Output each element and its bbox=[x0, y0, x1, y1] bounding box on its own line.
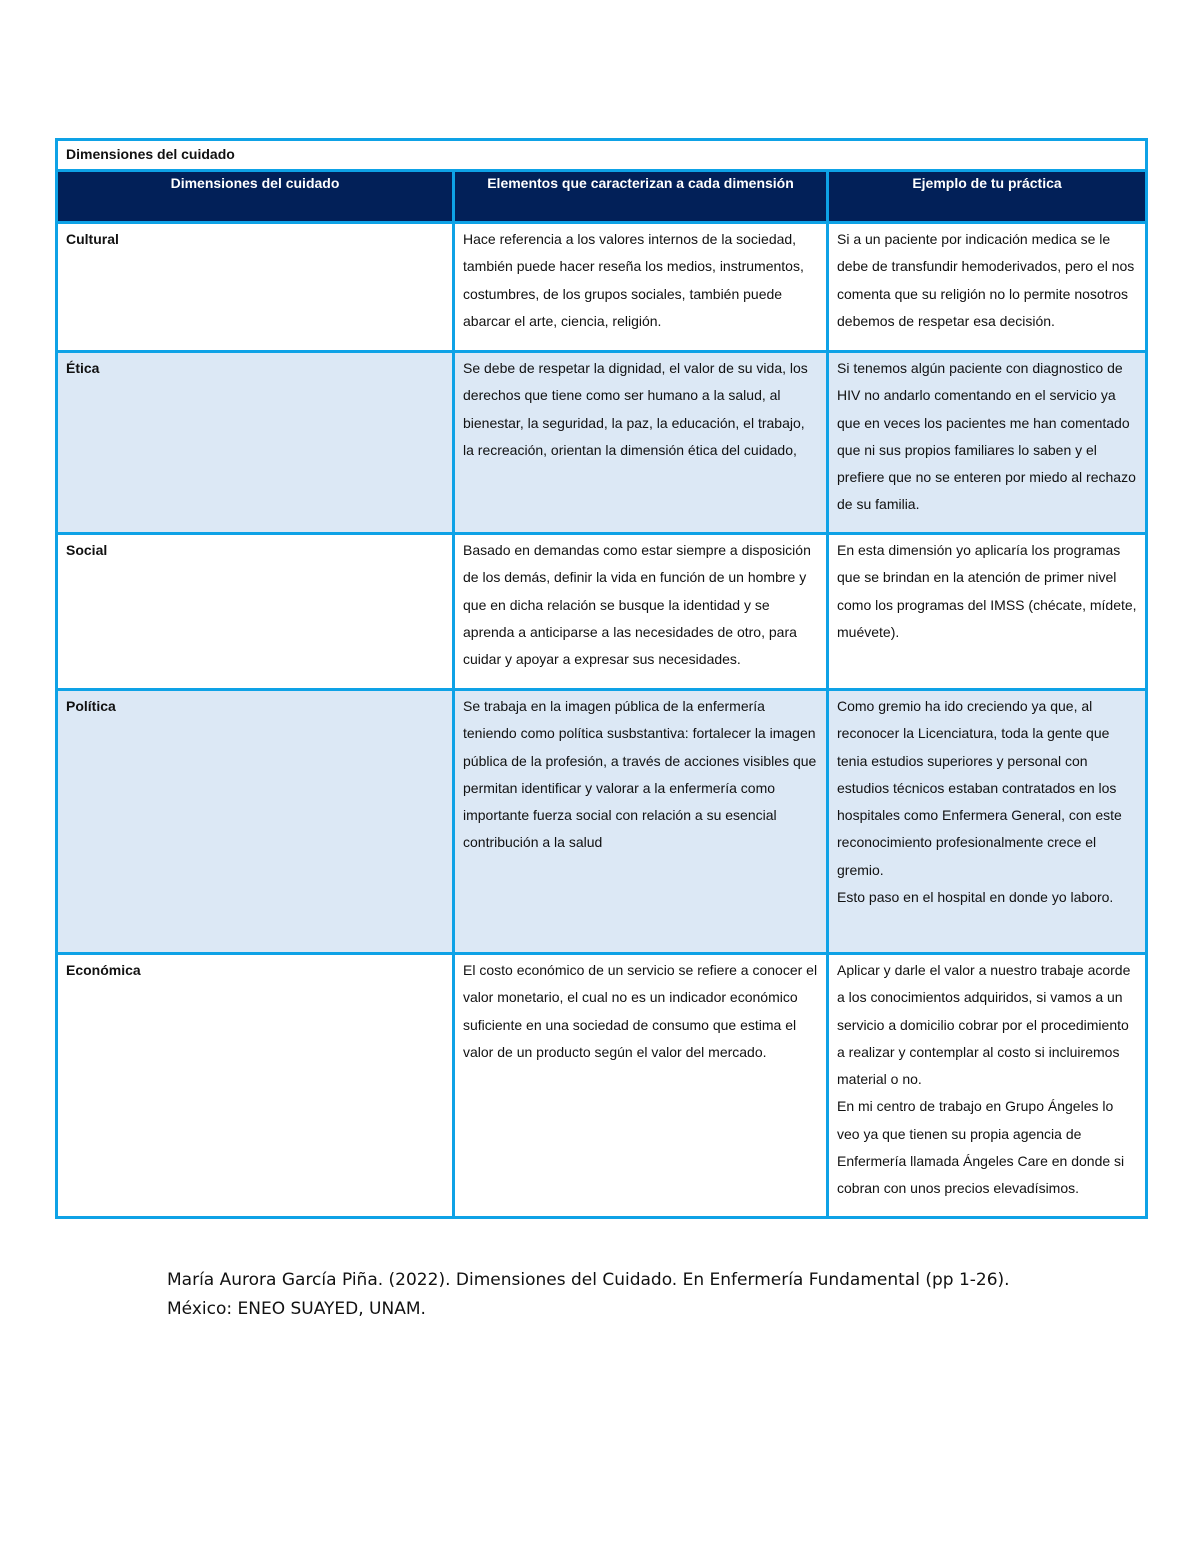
header-elements: Elementos que caracterizan a cada dimensión bbox=[454, 171, 828, 223]
example-extra-text: En mi centro de trabajo en Grupo Ángeles lo veo ya que tienen su propia agencia de Enfermería llamada Ángeles Care en donde si cobran con unos precios elevadísimos. bbox=[837, 1098, 1129, 1197]
example-text: Como gremio ha ido creciendo ya que, al reconocer la Licenciatura, toda la gente que tenia estudios superiores y personal con estudios técnicos estaban contratados en los hospitales como Enfermera General, con este reconocimiento profesionalmente crece el gremio. bbox=[837, 698, 1126, 878]
example-cell bbox=[828, 954, 1147, 1218]
elements-cell: Basado en demandas como estar siempre a disposición de los demás, definir la vida en función de un hombre y que en dicha relación se busque la identidad y se aprenda a anticiparse a las necesidades de otro, para cuidar y apoyar a expresar sus necesidades. bbox=[454, 534, 828, 690]
citation-line-1: María Aurora García Piña. (2022). Dimensiones del Cuidado. En Enfermería Fundamental (pp 1-26). bbox=[167, 1270, 1010, 1290]
elements-cell: Hace referencia a los valores internos de la sociedad, también puede hacer reseña los medios, instrumentos, costumbres, de los grupos sociales, también puede abarcar el arte, ciencia, religión. bbox=[454, 223, 828, 352]
care-dimensions-table bbox=[55, 138, 1148, 1219]
example-cell: Si a un paciente por indicación medica se le debe de transfundir hemoderivados, pero el nos comenta que su religión no lo permite nosotros debemos de respetar esa decisión. bbox=[828, 223, 1147, 352]
elements-cell: Se debe de respetar la dignidad, el valor de su vida, los derechos que tiene como ser humano a la salud, al bienestar, la seguridad, la paz, la educación, el trabajo, la recreación, orientan la dimensión ética del cuidado, bbox=[454, 352, 828, 534]
dimension-cell: Política bbox=[57, 690, 454, 954]
citation-line-2: México: ENEO SUAYED, UNAM. bbox=[167, 1299, 426, 1319]
example-cell: Si tenemos algún paciente con diagnostico de HIV no andarlo comentando en el servicio ya que en veces los pacientes me han comentado que ni sus propios familiares lo saben y el prefiere que no se enteren por miedo al rechazo de su familia. bbox=[828, 352, 1147, 534]
example-extra-text: Esto paso en el hospital en donde yo laboro. bbox=[837, 889, 1114, 906]
example-cell: En esta dimensión yo aplicaría los programas que se brindan en la atención de primer nivel como los programas del IMSS (chécate, mídete, muévete). bbox=[828, 534, 1147, 690]
dimension-cell: Social bbox=[57, 534, 454, 690]
elements-cell: El costo económico de un servicio se refiere a conocer el valor monetario, el cual no es un indicador económico suficiente en una sociedad de consumo que estima el valor de un producto según el valor del mercado. bbox=[454, 954, 828, 1218]
table-header-row bbox=[57, 171, 1147, 223]
header-dimension: Dimensiones del cuidado bbox=[57, 171, 454, 223]
table-row-economica bbox=[57, 954, 1147, 1218]
elements-cell: Se trabaja en la imagen pública de la enfermería teniendo como política susbstantiva: fortalecer la imagen pública de la profesión, a través de acciones visibles que permitan identificar y valorar a la enfermería como importante fuerza social con relación a su esencial contribución a la salud bbox=[454, 690, 828, 954]
table-caption-row bbox=[57, 140, 1147, 171]
table-row-cultural bbox=[57, 223, 1147, 352]
table-row-social bbox=[57, 534, 1147, 690]
dimension-cell: Ética bbox=[57, 352, 454, 534]
table-caption: Dimensiones del cuidado bbox=[57, 140, 1147, 171]
table-row-politica bbox=[57, 690, 1147, 954]
example-text: Aplicar y darle el valor a nuestro trabaje acorde a los conocimientos adquiridos, si vamos a un servicio a domicilio cobrar por el procedimiento a realizar y contemplar al costo si incluiremos material o no. bbox=[837, 962, 1135, 1088]
citation bbox=[167, 1266, 1067, 1324]
header-example: Ejemplo de tu práctica bbox=[828, 171, 1147, 223]
care-dimensions-table-container bbox=[55, 138, 1145, 1219]
table-row-etica bbox=[57, 352, 1147, 534]
dimension-cell: Económica bbox=[57, 954, 454, 1218]
dimension-cell: Cultural bbox=[57, 223, 454, 352]
example-cell bbox=[828, 690, 1147, 954]
